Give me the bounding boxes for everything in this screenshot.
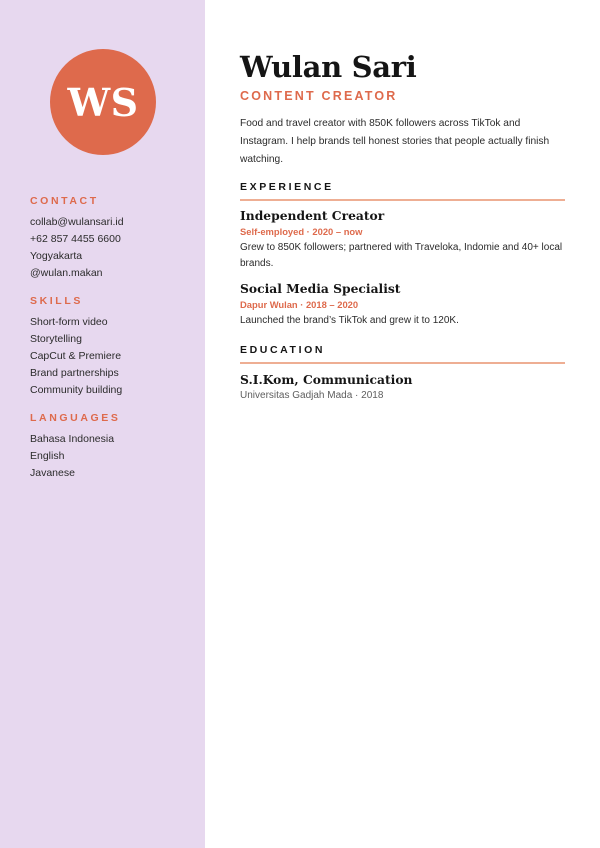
contact-email[interactable]: collab@wulansari.id xyxy=(30,216,124,228)
language-item: Bahasa Indonesia xyxy=(30,433,115,445)
skills-heading: SKILLS xyxy=(30,295,83,307)
job-description: Grew to 850K followers; partnered with Traveloka, Indomie and 40+ local brands. xyxy=(240,242,563,269)
contact-location: Yogyakarta xyxy=(30,250,83,262)
job-meta: Dapur Wulan · 2018 – 2020 xyxy=(240,299,359,310)
skill-item: Brand partnerships xyxy=(30,367,119,379)
language-item: English xyxy=(30,450,65,462)
profile-summary: Food and travel creator with 850K followers across TikTok and Instagram. I help brands tell honest stories that people actually finish watching. xyxy=(240,118,550,165)
job-meta: Self-employed · 2020 – now xyxy=(240,226,363,237)
languages-heading: LANGUAGES xyxy=(30,412,121,424)
contact-handle[interactable]: @wulan.makan xyxy=(30,267,103,279)
contact-section xyxy=(30,195,195,282)
experience-heading: EXPERIENCE xyxy=(240,181,565,201)
person-name: Wulan Sari xyxy=(240,50,417,84)
sidebar xyxy=(0,0,205,848)
language-item: Javanese xyxy=(30,467,75,479)
education-heading: EDUCATION xyxy=(240,344,565,364)
contact-phone[interactable]: +62 857 4455 6600 xyxy=(30,233,121,245)
avatar xyxy=(50,49,156,155)
contact-heading: CONTACT xyxy=(30,195,99,207)
skills-section xyxy=(30,295,195,399)
job-title: Independent Creator xyxy=(240,208,385,223)
experience-entry xyxy=(240,281,565,329)
education-entry xyxy=(240,372,565,401)
job-role: CONTENT CREATOR xyxy=(240,89,398,103)
skill-item: Storytelling xyxy=(30,333,82,345)
job-title: Social Media Specialist xyxy=(240,281,401,296)
skill-item: Community building xyxy=(30,384,123,396)
experience-entry xyxy=(240,208,565,272)
degree-title: S.I.Kom, Communication xyxy=(240,372,413,387)
avatar-initials: WS xyxy=(67,79,139,125)
skill-item: Short-form video xyxy=(30,316,108,328)
skill-item: CapCut & Premiere xyxy=(30,350,122,362)
school-meta: Universitas Gadjah Mada · 2018 xyxy=(240,390,384,401)
job-description: Launched the brand’s TikTok and grew it to 120K. xyxy=(240,315,459,326)
languages-section xyxy=(30,412,195,482)
